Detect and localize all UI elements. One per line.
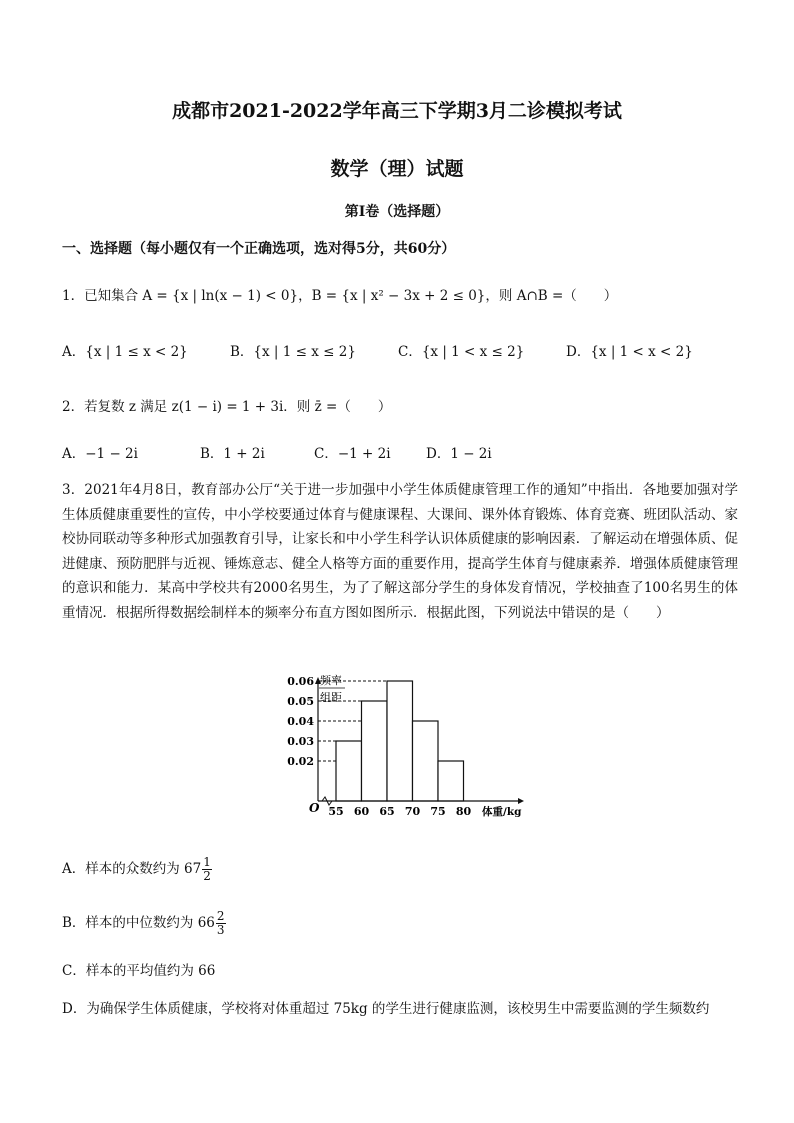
q1-option-d: D．{x | 1 < x < 2}: [566, 344, 693, 360]
x-axis-arrow: [518, 798, 524, 804]
exam-title: 成都市2021-2022学年高三下学期3月二诊模拟考试: [172, 100, 622, 122]
q1-option-a: A．{x | 1 ≤ x < 2}: [62, 344, 188, 360]
x-tick-label: 80: [455, 805, 472, 818]
x-tick-label: 55: [328, 805, 344, 818]
q3-option-a-text: A．样本的众数约为 67: [62, 861, 202, 877]
question-2: 2．若复数 z 满足 z(1 − i) = 1 + 3i．则 z̄ =（ ）: [62, 399, 392, 415]
q3-option-d: D．为确保学生体质健康，学校将对体重超过 75kg 的学生进行健康监测，该校男生中需要监测的学生频数约: [62, 1001, 710, 1017]
volume-title: 第Ⅰ卷（选择题）: [344, 204, 450, 220]
y-tick-label: 0.02: [287, 755, 314, 768]
question-3: 3．2021年4月8日，教育部办公厅“关于进一步加强中小学生体质健康管理工作的通知”中指出．各地要加强对学生体质健康重要性的宣传，中小学校要通过体育与健康课程、大课间、课外体育锻炼、体育竞赛、班团队活动、家校协同联动等多种形式加强教育引导，让家长和中小学生科学认识体质健康的影响因素．了解运动在增强体质、促进健康、预防肥胖与近视、锤炼意志、健全人格等方面的重要作用，提高学生体育与健康素养．增强体质健康管理的意识和能力．某高中学校共有2000名男生，为了了解这部分学生的身体发育情况，学校抽查了100名男生的体重情况．根据所得数据绘制样本的频率分布直方图如图所示．根据此图，下列说法中错误的是（ ）: [62, 482, 738, 621]
histogram-bar: [413, 721, 439, 801]
y-tick-label: 0.03: [287, 735, 314, 748]
q3-option-b: [62, 910, 226, 937]
section-heading: 一、选择题（每小题仅有一个正确选项，选对得5分，共60分）: [62, 241, 456, 257]
histogram-bar: [438, 761, 464, 801]
q2-option-b: B．1 + 2i: [200, 446, 265, 462]
subject-title: 数学（理）试题: [330, 158, 464, 180]
q1-option-c: C．{x | 1 < x ≤ 2}: [398, 344, 525, 360]
q2-option-c: C．−1 + 2i: [314, 446, 391, 462]
y-tick-label: 0.06: [287, 675, 314, 688]
y-axis-label-denominator: 组距: [320, 691, 342, 704]
fraction-numerator: 1: [203, 855, 211, 869]
fraction: [216, 910, 226, 937]
origin-label: O: [309, 801, 320, 815]
q3-option-a: [62, 856, 212, 883]
histogram-bar: [387, 681, 413, 801]
histogram-bar: [362, 701, 388, 801]
q3-option-b-text: B．样本的中位数约为 66: [62, 915, 215, 931]
histogram-chart: [287, 668, 530, 820]
q3-option-c: C．样本的平均值约为 66: [62, 963, 216, 979]
x-tick-label: 75: [430, 805, 446, 818]
q1-option-b: B．{x | 1 ≤ x ≤ 2}: [230, 344, 356, 360]
q2-option-d: D．1 − 2i: [426, 446, 492, 462]
fraction-numerator: 2: [216, 909, 225, 923]
q2-option-a: A．−1 − 2i: [62, 446, 138, 462]
x-axis-label: 体重/kg: [482, 806, 522, 818]
histogram-bar: [336, 741, 362, 801]
fraction-denominator: 3: [216, 923, 225, 937]
x-tick-label: 70: [404, 805, 421, 818]
y-tick-label: 0.05: [287, 695, 314, 708]
x-tick-label: 60: [353, 805, 370, 818]
y-axis-label-numerator: 频率: [320, 674, 342, 687]
fraction: [202, 856, 212, 883]
x-tick-label: 65: [379, 805, 395, 818]
question-1: 1．已知集合 A = {x | ln(x − 1) < 0}，B = {x | x² − 3x + 2 ≤ 0}，则 A∩B =（ ）: [62, 288, 618, 304]
y-tick-label: 0.04: [287, 715, 314, 728]
fraction-denominator: 2: [203, 869, 211, 883]
